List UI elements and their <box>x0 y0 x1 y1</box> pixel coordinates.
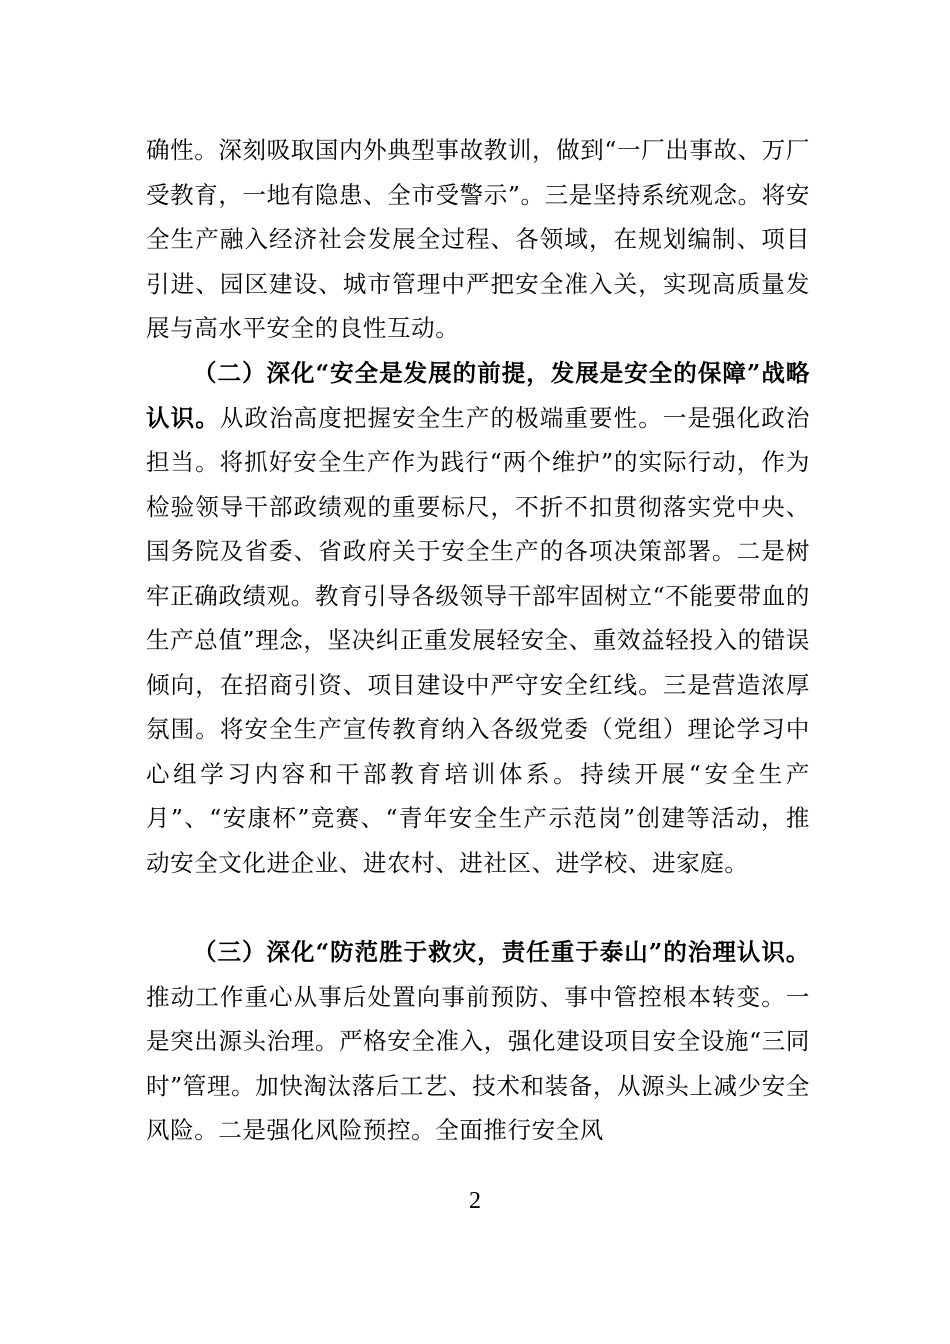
page-number: 2 <box>469 1188 481 1214</box>
section-three-paragraph <box>146 930 810 1153</box>
section-two-body: 从政治高度把握安全生产的极端重要性。一是强化政治担当。将抓好安全生产作为践行“两个维护”的实际行动，作为检验领导干部政绩观的重要标尺，不折不扣贯彻落实党中央、国务院及省委、省政府关于安全生产的各项决策部署。二是树牢正确政绩观。教育引导各级领导干部牢固树立“不能要带血的生产总值”理念，坚决纠正重发展轻安全、重效益轻投入的错误倾向，在招商引资、项目建设中严守安全红线。三是营造浓厚氛围。将安全生产宣传教育纳入各级党委（党组）理论学习中心组学习内容和干部教育培训体系。持续开展“安全生产月”、“安康杯”竞赛、“青年安全生产示范岗”创建等活动，推动安全文化进企业、进农村、进社区、进学校、进家庭。 <box>146 403 810 877</box>
section-three-heading: （三）深化“防范胜于救灾，责任重于泰山”的治理认识。 <box>193 938 810 966</box>
section-two-paragraph <box>146 351 810 885</box>
paragraph-body: 确性。深刻吸取国内外典型事故教训，做到“一厂出事故、万厂受教育，一地有隐患、全市受警示”。三是坚持系统观念。将安全生产融入经济社会发展全过程、各领域，在规划编制、项目引进、园区建设、城市管理中严把安全准入关，实现高质量发展与高水平安全的良性互动。 <box>146 136 810 342</box>
section-three-body: 推动工作重心从事后处置向事前预防、事中管控根本转变。一是突出源头治理。严格安全准入，强化建设项目安全设施“三同时”管理。加快淘汰落后工艺、技术和装备，从源头上减少安全风险。二是强化风险预控。全面推行安全风 <box>146 982 810 1144</box>
section-two-heading: （二）深化“安全是发展的前提，发展是安全的保障”战略认识。 <box>146 359 810 432</box>
paragraph-continuation <box>146 128 810 351</box>
